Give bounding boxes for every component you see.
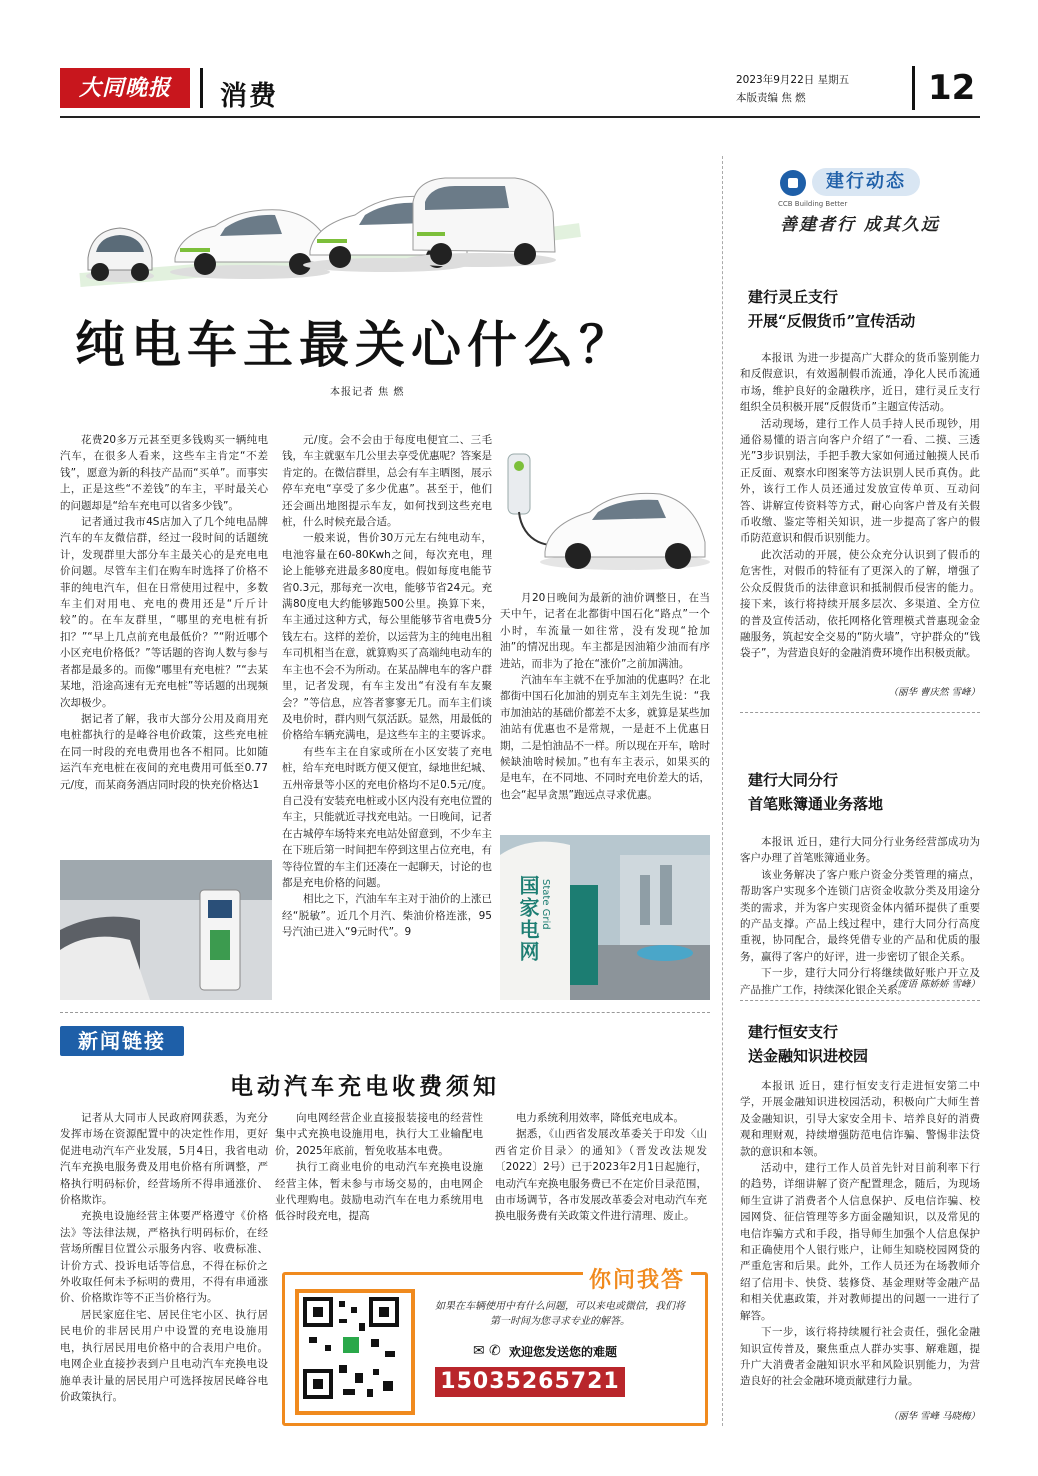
sidebar-article-3-title bbox=[748, 1020, 868, 1068]
sidebar-separator bbox=[740, 1000, 980, 1001]
sidebar-article-3-sign: （丽华 雪峰 马晓梅） bbox=[888, 1411, 980, 1422]
section-divider bbox=[200, 68, 203, 108]
sidebar-brand: 建行动态 bbox=[812, 168, 920, 196]
paragraph: 电力系统利用效率，降低充电成本。 bbox=[516, 1112, 684, 1124]
ask-box-title: 你问我答 bbox=[583, 1263, 691, 1294]
newspaper-logo: 大同晚报 bbox=[60, 68, 190, 108]
news-link-headline: 电动汽车充电收费须知 bbox=[230, 1073, 500, 1100]
charging-station-photo bbox=[60, 860, 272, 1000]
paragraph: 花费20多万元甚至更多钱购买一辆纯电汽车，在很多人看来，这些车主肯定“不差钱”，愿意为新的科技产品而“买单”。而事实上，正是这些“不差钱”的车主，平时最关心的问题却是“给车充电可以省多少钱”。 bbox=[60, 434, 268, 512]
main-byline: 本报记者 焦 燃 bbox=[330, 387, 405, 398]
paragraph: 本报讯 近日，建行大同分行业务经营部成功为客户办理了首笔账簿通业务。 bbox=[740, 836, 980, 865]
mail-icon: ✉ bbox=[473, 1343, 485, 1359]
paragraph: 该业务解决了客户账户资金分类管理的痛点，帮助客户实现多个连锁门店资金收款分类及用途分类的需求，并为客户实现资金体内循环提供了重要的产品支撑。产品上线过程中，建行大同分行高度重视，协同配合，最终凭借专业的产品和优质的服务，赢得了客户的好评，进一步密切了银企关系。 bbox=[740, 868, 980, 963]
news-column-2 bbox=[275, 1110, 483, 1265]
sidebar-article-2-title bbox=[748, 768, 883, 816]
paragraph: 居民家庭住宅、居民住宅小区、执行居民电价的非居民用户中设置的充电设施用电，执行居民用电价格中的合表用户电价。电网企业直接抄表到户且电动汽车充换电设施单表计量的居民用户可选择按居民峰谷电价政策执行。 bbox=[60, 1308, 268, 1403]
ask-box-text: 如果在车辆使用中有什么问题，可以来电或微信，我们将第一时间为您寻求专业的解答。 bbox=[435, 1301, 685, 1327]
paragraph: 据记者了解，我市大部分公用及商用充电桩都执行的是峰谷电价政策，这些充电桩在同一时段的充电费用也各不相同。比如随运汽车充电桩在夜间的充电费用可低至0.77元/度，而某商务酒店同时段的快充价格达1 bbox=[60, 712, 268, 791]
page-editor: 本版责编 焦 燃 bbox=[736, 92, 806, 104]
title-line: 建行恒安支行 bbox=[748, 1023, 839, 1041]
header-rule bbox=[60, 116, 980, 118]
paragraph: 下一步，建行大同分行将继续做好账户开立及产品推广工作，持续深化银企关系。 bbox=[740, 967, 980, 996]
article-column-1 bbox=[60, 432, 268, 857]
sidebar-separator bbox=[740, 712, 980, 713]
charging-car-photo bbox=[500, 432, 710, 582]
ccb-logo-inner-icon bbox=[788, 178, 798, 188]
paragraph: 据悉，《山西省发展改革委关于印发〈山西省定价目录〉的通知》（晋发改法规发〔2022〕2号）已于2023年2月1日起施行，电动汽车充换电服务费已不在定价目录范围，由市场调节，各市发展改革委会对电动汽车充换电服务费有关政策文件进行清理、废止。 bbox=[495, 1128, 707, 1223]
title-line: 开展“反假货币”宣传活动 bbox=[748, 312, 916, 330]
paragraph: 一般来说，售价30万元左右纯电动车，电池容量在60-80Kwh之间，每次充电，理论上能够充进最多80度电。假如每度电能节省0.3元，那每充一次电，能够节省24元。充满80度电大约能够跑500公里。换算下来，车主通过这种方式，每公里能够节省电费5分钱左右。这样的差价，以运营为主的纯电出租车司机相当在意，就算购买了高端纯电动车的车主也不会不为所动。在某品牌电车的客户群里，记者发现，有车主发出“有没有车友聚会？”等信息，应答者寥寥无几。而车主们谈及电价时，群内则气氛活跃。显然，用最低的价格给车辆充满电，是这些车主的主要诉求。 bbox=[282, 532, 492, 742]
title-line: 送金融知识进校园 bbox=[748, 1047, 869, 1065]
paragraph: 向电网经营企业直接报装接电的经营性集中式充换电设施用电，执行大工业输配电价，2025年底前，暂免收基本电费。 bbox=[275, 1112, 483, 1157]
ask-box-welcome: 欢迎您发送您的难题 bbox=[509, 1345, 618, 1359]
wechat-qr-code bbox=[295, 1289, 415, 1415]
sidebar-article-1-sign: （丽华 曹庆然 雪峰） bbox=[888, 687, 980, 698]
main-headline: 纯电车主最关心什么？ bbox=[75, 315, 635, 374]
paragraph: 本报讯 近日，建行恒安支行走进恒安第二中学，开展金融知识进校园活动，积极向广大师生普及金融知识，引导大家安全用卡、培养良好的消费观和理财观，持续增强防范电信诈骗、警惕非法贷款的意识和本领。 bbox=[740, 1080, 980, 1158]
title-line: 建行大同分行 bbox=[748, 771, 839, 789]
title-line: 首笔账簿通业务落地 bbox=[748, 795, 884, 813]
sidebar-article-3-body bbox=[740, 1078, 980, 1404]
paragraph: 记者从大同市人民政府网获悉，为充分发挥市场在资源配置中的决定性作用，更好促进电动汽车产业发展，5月4日，我省电动汽车充换电服务费及用电价格有所调整，严格执行明码标价，经营场所不得串通涨价、价格欺诈。 bbox=[60, 1112, 268, 1207]
article-column-3 bbox=[500, 590, 710, 830]
news-link-badge: 新闻链接 bbox=[60, 1026, 184, 1056]
paragraph: 活动中，建行工作人员首先针对目前利率下行的趋势，详细讲解了资产配置理念，随后，为现场师生宣讲了消费者个人信息保护、反电信诈骗、校园网贷、征信管理等多方面金融知识，以及常见的电信诈骗方式和手段，指导师生加强个人信息保护和正确使用个人银行账户，让师生知晓校园网贷的严重危害和后果。此外，工作人员还为在场教师介绍了信用卡、快贷、装修贷、基金理财等金融产品和相关优惠政策，并对教师提出的问题一一进行了解答。 bbox=[740, 1162, 980, 1322]
paragraph: 充换电设施经营主体要严格遵守《价格法》等法律法规，严格执行明码标价，在经营场所醒目位置公示服务内容、收费标准、计价方式、投诉电话等信息，不得在标价之外收取任何未予标明的费用，不得有串通涨价、价格欺诈等不正当价格行为。 bbox=[60, 1210, 268, 1305]
sidebar-article-2-sign: （庞语 陈娇娇 雪峰） bbox=[888, 979, 980, 990]
sidebar-article-1-title bbox=[748, 285, 915, 333]
ask-box bbox=[282, 1268, 708, 1426]
paragraph: 元/度。会不会由于每度电便宜二、三毛钱，车主就驱车几公里去享受优惠呢？答案是肯定的。在微信群里，总会有车主晒图，展示停车充电“享受了多少优惠”。甚至于，他们还会画出地图提示车友，如何找到这些充电桩，什么时候充最合适。 bbox=[282, 434, 492, 529]
paragraph: 月20日晚间为最新的油价调整日，在当天中午，记者在北都街中国石化“路点”一个小时，车流量一如往常，没有发现“抢加油”的情况出现。车主都是因油箱少油而有序进站，而非为了抢在“涨价”之前加满油。 bbox=[500, 592, 710, 670]
paragraph: 此次活动的开展，使公众充分认识到了假币的危害性，对假币的特征有了更深入的了解，增强了公众反假货币的法律意识和抵制假币侵害的能力。接下来，该行将持续开展多层次、多渠道、全方位的普及宣传活动，依托网格化管理模式普惠现金金融服务，筑起安全交易的“防火墙”，守护群众的“钱袋子”，为营造良好的金融消费环境作出积极贡献。 bbox=[740, 548, 980, 660]
paragraph: 相比之下，汽油车车主对于油价的上涨已经“脱敏”。近几个月汽、柴油价格连涨，95号汽油已进入“9元时代”。9 bbox=[282, 893, 492, 939]
state-grid-sign: 国家电网 bbox=[516, 875, 540, 963]
sidebar-slogan: 善建者行 成其久远 bbox=[780, 215, 940, 235]
page-number-divider bbox=[912, 66, 915, 110]
sidebar-brand-banner bbox=[768, 166, 958, 246]
issue-date: 2023年9月22日 星期五 bbox=[736, 74, 850, 86]
title-line: 建行灵丘支行 bbox=[748, 288, 839, 306]
sidebar-divider bbox=[722, 156, 724, 1426]
paragraph: 汽油车车主就不在乎加油的优惠吗？在北都街中国石化加油的别克车主刘先生说：“我市加油站的基础价都差不太多，就算是某些加油站有优惠也不是常规，一是赶不上优惠日期，二是怕油品不一样。所以现在开车，啥时候缺油啥时候加。”也有车主表示，如果买的是电车，在不同地、不同时充电价差大的话，也会“起早贪黑”跑远点寻求优惠。 bbox=[500, 674, 710, 801]
masthead bbox=[60, 60, 980, 118]
paragraph: 记者通过我市4S店加入了几个纯电品牌汽车的车友微信群，经过一段时间的话题统计，发现群里大部分车主最关心的是充电电价问题。尽管车主们在购车时选择了价格不菲的纯电汽车，但在日常使用过程中，多数车主们对用电、充电的费用还是“斤斤计较”的。在车友群里，“哪里的充电桩有折扣？”“早上几点前充电最低价？”“附近哪个小区充电价格低？”等话题的咨询人数与参与者都是最多的。而像“哪里有充电桩？”“去某某地，沿途高速有无充电桩”等话题的出现频次却极少。 bbox=[60, 516, 268, 709]
state-grid-sign-en: State Grid bbox=[540, 879, 551, 930]
phone-icon: ✆ bbox=[489, 1343, 501, 1359]
state-grid-station-photo bbox=[500, 835, 710, 1000]
article-column-2 bbox=[282, 432, 492, 992]
paragraph: 有些车主在自家或所在小区安装了充电桩，给车充电时既方便又便宜，绿地世纪城、五州帝景等小区的充电价格均不足0.5元/度。自己没有安装充电桩或小区内没有充电位置的车主，只能就近寻找充电站。一日晚间，记者在古城停车场特来充电站处留意到，不少车主在下班后第一时间把车停到这里占位充电，有等待位置的车主们还凑在一起聊天，讨论的也都是充电价格的问题。 bbox=[282, 745, 492, 889]
paragraph: 本报讯 为进一步提高广大群众的货币鉴别能力和反假意识，有效遏制假币流通，净化人民币流通市场，维护良好的金融秩序，近日，建行灵丘支行组织全员积极开展“反假货币”主题宣传活动。 bbox=[740, 352, 980, 414]
electric-cars-illustration bbox=[60, 160, 710, 300]
section-title: 消费 bbox=[220, 81, 278, 112]
paragraph: 下一步，该行将持续履行社会责任，强化金融知识宣传普及，聚焦重点人群办实事、解难题，提升广大消费者金融知识水平和风险识别能力，为营造良好的社会金融环境贡献建行力量。 bbox=[740, 1326, 980, 1388]
news-column-3 bbox=[495, 1110, 707, 1265]
sidebar-article-1-body bbox=[740, 350, 980, 668]
paragraph: 活动现场，建行工作人员手持人民币现钞，用通俗易懂的语言向客户介绍了“一看、二摸、三透光”3步识别法，手把手教大家如何通过触摸人民币正反面、观察水印图案等方法识别人民币真伪。此外，该行工作人员还通过发放宣传单页、互动问答、讲解宣传资料等方式，耐心向客户普及有关假币收缴、鉴定等相关知识，进一步提高了客户的假币防范意识和假币识别能力。 bbox=[740, 417, 980, 545]
paragraph: 执行工商业电价的电动汽车充换电设施经营主体，暂未参与市场交易的，由电网企业代理购电。鼓励电动汽车在电力系统用电低谷时段充电，提高 bbox=[275, 1161, 483, 1223]
hotline-number[interactable]: 15035265721 bbox=[435, 1367, 625, 1397]
sidebar-slogan-en: CCB Building Better bbox=[778, 200, 848, 208]
section-separator bbox=[60, 1012, 710, 1013]
page-number: 12 bbox=[928, 68, 976, 108]
news-column-1 bbox=[60, 1110, 268, 1420]
